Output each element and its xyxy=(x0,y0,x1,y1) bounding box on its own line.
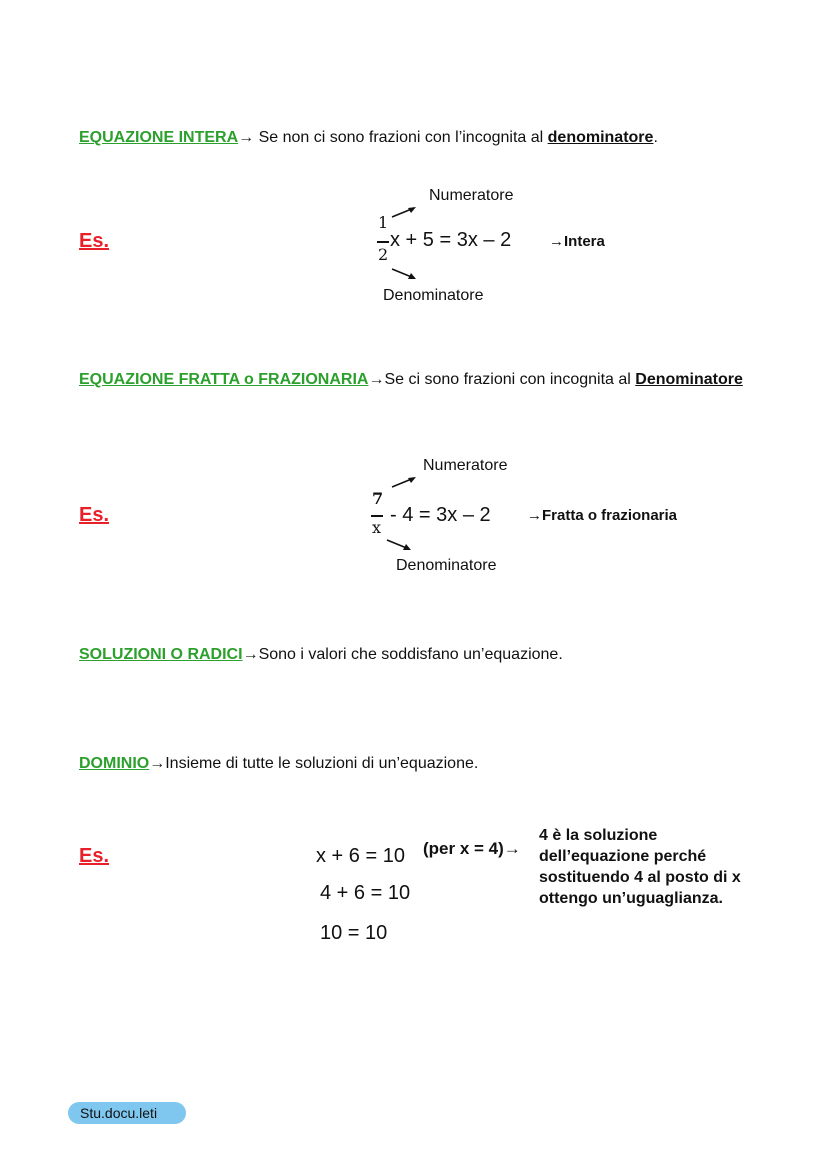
denominator-label: Denominatore xyxy=(383,287,484,304)
term-intera: EQUAZIONE INTERA xyxy=(79,129,239,146)
arrow-up-right-icon xyxy=(391,475,417,489)
fraction-bar xyxy=(377,241,389,243)
es-label: Es. xyxy=(79,504,110,526)
fraction-denominator: x xyxy=(372,518,382,537)
term-fratta: EQUAZIONE FRATTA o FRAZIONARIA xyxy=(79,371,369,388)
es-label: Es. xyxy=(79,230,110,252)
arrow-icon: → xyxy=(238,129,255,146)
definition-text: Se non ci sono frazioni con l’incognita al xyxy=(254,129,548,146)
fraction-numerator: 1 xyxy=(378,213,389,232)
watermark-badge: Stu.docu.leti xyxy=(68,1102,186,1124)
equation: x + 5 = 3x – 2 xyxy=(390,229,512,251)
denominator-label: Denominatore xyxy=(396,557,497,574)
arrow-down-right-icon xyxy=(386,538,412,552)
explanation-note: 4 è la soluzione dell’equazione perché sostituendo 4 al posto di x ottengo un’uguaglianza. xyxy=(539,827,741,907)
definition-text: Insieme di tutte le soluzioni di un’equazione. xyxy=(165,755,479,772)
equation-line-1: x + 6 = 10 xyxy=(316,845,405,867)
fraction-numerator: 7 xyxy=(372,489,384,508)
term-dominio: DOMINIO xyxy=(79,755,150,772)
equation: - 4 = 3x – 2 xyxy=(390,504,491,526)
definition-soluzioni xyxy=(79,646,563,664)
fraction-bar xyxy=(371,515,383,517)
result-tag: →Fratta o frazionaria xyxy=(527,507,678,524)
arrow-icon: → xyxy=(242,646,259,663)
equation-line-3: 10 = 10 xyxy=(320,922,388,944)
equation-line-2: 4 + 6 = 10 xyxy=(320,882,411,904)
definition-text: Sono i valori che soddisfano un’equazione. xyxy=(258,646,563,663)
result-tag: →Intera xyxy=(549,233,605,250)
fraction-denominator: 2 xyxy=(378,245,389,264)
arrow-icon: → xyxy=(368,371,385,388)
condition-label: (per x = 4)→ xyxy=(423,839,521,858)
emphasis-denominatore: denominatore xyxy=(547,129,654,146)
definition-dominio xyxy=(79,755,478,773)
definition-text: Se ci sono frazioni con incognita al xyxy=(384,371,636,388)
arrow-icon: → xyxy=(149,755,166,772)
numerator-label: Numeratore xyxy=(423,457,508,474)
emphasis-denominatore: Denominatore xyxy=(635,371,743,388)
definition-end: . xyxy=(653,129,658,146)
term-soluzioni: SOLUZIONI O RADICI xyxy=(79,646,243,663)
definition-fratta xyxy=(79,371,743,389)
definition-intera xyxy=(79,129,658,147)
numerator-label: Numeratore xyxy=(429,187,514,204)
arrow-down-right-icon xyxy=(391,267,417,281)
es-label: Es. xyxy=(79,845,110,867)
arrow-up-right-icon xyxy=(391,205,417,219)
